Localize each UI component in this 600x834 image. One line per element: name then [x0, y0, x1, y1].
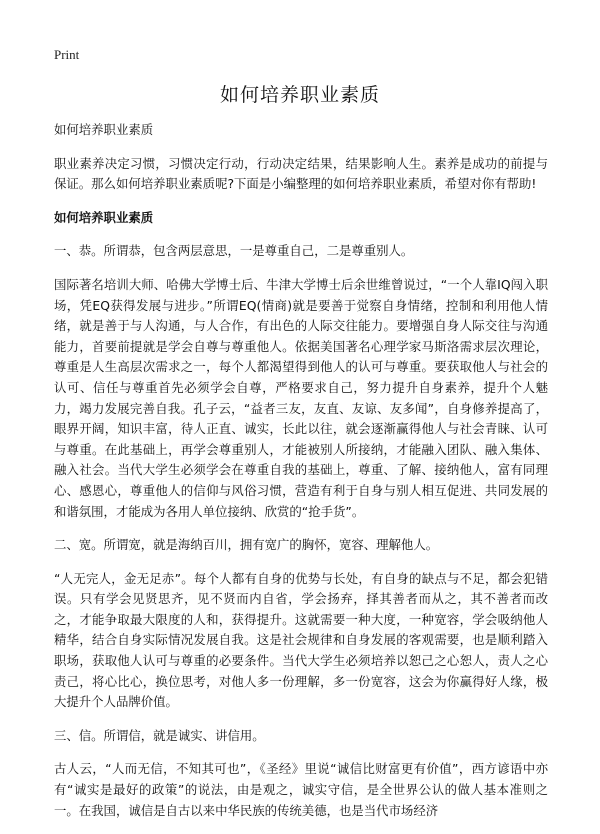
section-heading: 如何培养职业素质: [54, 209, 154, 225]
paragraph-6: 古人云，“人而无信，不知其可也”，《圣经》里说“诚信比财富更有价值”，西方谚语中亦有“诚实是最好的政策”的说法，由是观之，诚实守信，是全世界公认的做人基本准则之一。在我国，诚信是自古以来中华民族的传统美德，也是当代市场经济: [54, 761, 548, 818]
paragraph-2: 国际著名培训大师、哈佛大学博士后、牛津大学博士后余世维曾说过，“一个人靠IQ闯入职场，凭EQ获得发展与进步。”所谓EQ(情商)就是要善于觉察自身情绪，控制和利用他人情绪，就是善于与人沟通，与人合作，有出色的人际交往能力。要增强自身人际交往与沟通能力，首要前提就是学会自尊与尊重他人。依据美国著名心理学家马斯洛需求层次理论，尊重是人生高层次需求之一，每个人都渴望得到他人的认可与尊重。要获取他人与社会的认可、信任与尊重首先必须学会自尊，严格要求自己，努力提升自身素养，提升个人魅力，竭力发展完善自我。孔子云，“益者三友，友直、友谅、友多闻”，自身修养提高了，眼界开阔，知识丰富，待人正直、诚实，长此以往，就会逐渐赢得他人与社会青睐、认可与尊重。在此基础上，再学会尊重别人，才能被别人所接纳，才能融入团队、融入集体、融入社会。当代大学生必须学会在尊重自我的基础上，尊重、了解、接纳他人，富有同理心、感恩心，尊重他人的信仰与风俗习惯，营造有利于自身与别人相互促进、共同发展的和谐氛围，才能成为各用人单位接纳、欣赏的“抢手货”。: [54, 276, 548, 519]
document-title: 如何培养职业素质: [219, 84, 380, 106]
document-subtitle: 如何培养职业素质: [54, 122, 154, 137]
paragraph-1: 一、恭。所谓恭，包含两层意思，一是尊重自己，二是尊重别人。: [54, 243, 414, 259]
print-link[interactable]: Print: [54, 47, 80, 62]
document-body: [54, 120, 548, 834]
intro-paragraph: 职业素养决定习惯，习惯决定行动，行动决定结果，结果影响人生。素养是成功的前提与保证。那么如何培养职业素质呢?下面是小编整理的如何培养职业素质，希望对你有帮助!: [54, 155, 548, 192]
paragraph-3: 二、宽。所谓宽，就是海纳百川，拥有宽广的胸怀，宽容、理解他人。: [54, 537, 439, 553]
paragraph-4: “人无完人，金无足赤”。每个人都有自身的优势与长处，有自身的缺点与不足，都会犯错误。只有学会见贤思齐，见不贤而内自省，学会扬弃，择其善者而从之，其不善者而改之，才能争取最大限度的人和，获得提升。这就需要一种大度，一种宽容，学会吸纳他人精华，结合自身实际情况发展自我。这是社会规律和自身发展的客观需要，也是顺利踏入职场，获取他人认可与尊重的必要条件。当代大学生必须培养以恕己之心恕人，责人之心责己，将心比心，换位思考，对他人多一份理解，多一份宽容，这会为你赢得好人缘，极大提升个人品牌价值。: [54, 570, 548, 710]
paragraph-5: 三、信。所谓信，就是诚实、讲信用。: [54, 727, 265, 743]
